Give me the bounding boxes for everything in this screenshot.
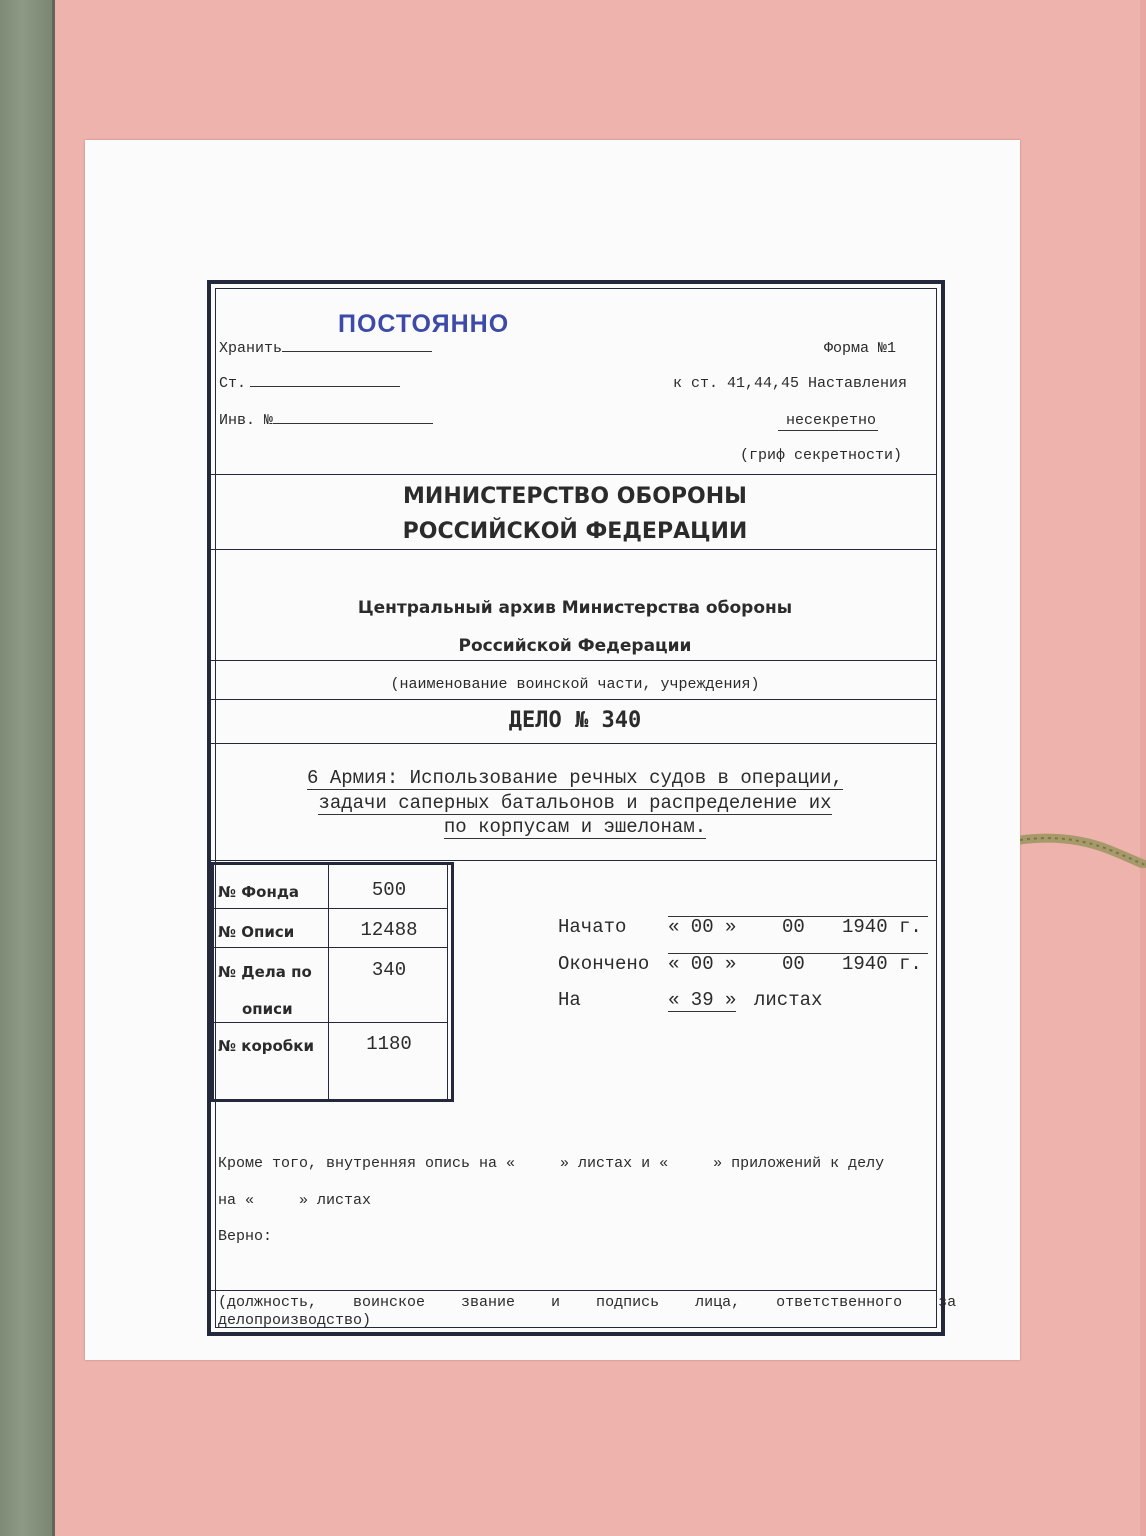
verified-label: Верно: (218, 1228, 273, 1245)
store-label: Хранить (219, 340, 283, 357)
sheets-value: « 39 » (668, 989, 737, 1011)
ministry-line-2: РОССИЙСКОЙ ФЕДЕРАЦИИ (402, 519, 748, 544)
start-label: Начато (558, 916, 627, 938)
end-month: 00 (782, 953, 805, 975)
form-number: Форма №1 (824, 340, 897, 357)
end-year: 1940 г. (842, 953, 922, 975)
case-description-line-1 (0, 767, 1146, 789)
inv-field (219, 412, 433, 429)
start-month: 00 (782, 916, 805, 938)
case-desc-2: задачи саперных батальонов и распределение их (318, 792, 832, 814)
opis-label: № Описи (218, 923, 295, 941)
divider-5 (211, 743, 937, 744)
fond-value: 500 (371, 879, 407, 901)
delo-value: 340 (371, 959, 407, 981)
table-row-divider-1 (214, 908, 448, 909)
sheets-label: На (558, 989, 581, 1011)
signature-caption-1: (должность, воинское звание и подпись лица, ответственного за (218, 1294, 957, 1311)
case-title: ДЕЛО № 340 (508, 708, 642, 733)
start-year: 1940 г. (842, 916, 922, 938)
fond-label: № Фонда (218, 883, 300, 901)
end-label: Окончено (558, 953, 650, 975)
sheets-unit: листах (754, 989, 823, 1011)
st-label: Ст. (219, 375, 247, 392)
inv-label: Инв. № (219, 412, 274, 429)
reference-text: к ст. 41,44,45 Наставления (673, 375, 908, 392)
case-description-line-2 (0, 792, 1146, 814)
start-day: « 00 » (668, 916, 737, 938)
secrecy-value: несекретно (778, 412, 878, 431)
st-field (219, 375, 400, 392)
divider-3 (211, 660, 937, 661)
archive-line-2: Российской Федерации (458, 636, 692, 656)
store-field (219, 340, 432, 357)
end-day: « 00 » (668, 953, 737, 975)
divider-1 (211, 474, 937, 475)
divider-4 (211, 699, 937, 700)
inventory-line: Кроме того, внутренняя опись на « » листах и « » приложений к делу (218, 1155, 885, 1172)
case-desc-3: по корпусам и эшелонам. (443, 816, 707, 838)
ministry-line-1: МИНИСТЕРСТВО ОБОРОНЫ (403, 484, 747, 509)
permanent-stamp: ПОСТОЯННО (338, 310, 510, 338)
divider-2 (211, 549, 937, 550)
opis-value: 12488 (360, 919, 418, 941)
case-description-line-3 (0, 816, 1146, 838)
delo-label-2: описи (242, 1000, 293, 1018)
box-label: № коробки (218, 1037, 314, 1055)
archive-caption: (наименование воинской части, учреждения) (390, 676, 760, 693)
signature-line (211, 1290, 937, 1291)
st-blank (250, 386, 400, 387)
delo-label-1: № Дела по (218, 963, 312, 981)
archive-line-1: Центральный архив Министерства обороны (357, 598, 793, 618)
table-row-divider-3 (214, 1022, 448, 1023)
store-blank (282, 351, 432, 352)
signature-caption-2: делопроизводство) (218, 1312, 372, 1329)
case-desc-1: 6 Армия: Использование речных судов в операции, (307, 767, 843, 789)
inv-blank (273, 423, 433, 424)
divider-6 (211, 860, 937, 861)
box-value: 1180 (366, 1033, 412, 1055)
table-row-divider-2 (214, 947, 448, 948)
secrecy-caption: (гриф секретности) (740, 447, 903, 464)
table-col-divider (328, 865, 329, 1099)
additional-sheets-line: на « » листах (218, 1192, 372, 1209)
